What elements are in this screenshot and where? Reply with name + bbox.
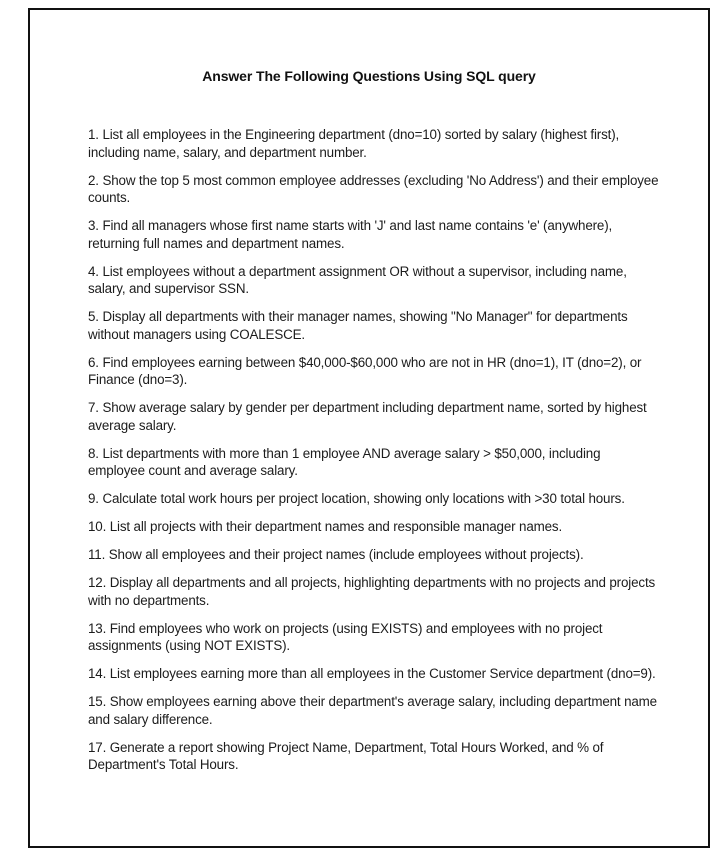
document-page — [28, 8, 710, 848]
questions-list — [88, 126, 660, 784]
document-title: Answer The Following Questions Using SQL query — [202, 68, 536, 84]
question-14: 14. List employees earning more than all employees in the Customer Service department (dno=9). — [88, 666, 656, 681]
question-2: 2. Show the top 5 most common employee addresses (excluding 'No Address') and their employee counts. — [88, 172, 659, 205]
question-1: 1. List all employees in the Engineering department (dno=10) sorted by salary (highest first), including name, salary, and department number. — [88, 127, 620, 160]
question-12: 12. Display all departments and all projects, highlighting departments with no projects and projects with no departments. — [88, 575, 656, 608]
question-4: 4. List employees without a department assignment OR without a supervisor, including name, salary, and supervisor SSN. — [88, 263, 627, 296]
question-7: 7. Show average salary by gender per department including department name, sorted by highest average salary. — [88, 400, 647, 433]
question-11: 11. Show all employees and their project names (include employees without projects). — [88, 547, 584, 562]
question-15: 15. Show employees earning above their department's average salary, including department name and salary difference. — [88, 694, 657, 727]
question-9: 9. Calculate total work hours per project location, showing only locations with >30 total hours. — [88, 491, 625, 506]
question-5: 5. Display all departments with their manager names, showing "No Manager" for departments without managers using COALESCE. — [88, 309, 628, 342]
question-13: 13. Find employees who work on projects (using EXISTS) and employees with no project assignments (using NOT EXISTS). — [88, 620, 603, 653]
question-6: 6. Find employees earning between $40,000-$60,000 who are not in HR (dno=1), IT (dno=2), or Finance (dno=3). — [88, 354, 642, 387]
question-17: 17. Generate a report showing Project Name, Department, Total Hours Worked, and % of Department's Total Hours. — [88, 739, 604, 772]
question-3: 3. Find all managers whose first name starts with 'J' and last name contains 'e' (anywhere), returning full names and department names. — [88, 218, 613, 251]
question-8: 8. List departments with more than 1 employee AND average salary > $50,000, including employee count and average salary. — [88, 445, 601, 478]
question-10: 10. List all projects with their department names and responsible manager names. — [88, 519, 563, 534]
